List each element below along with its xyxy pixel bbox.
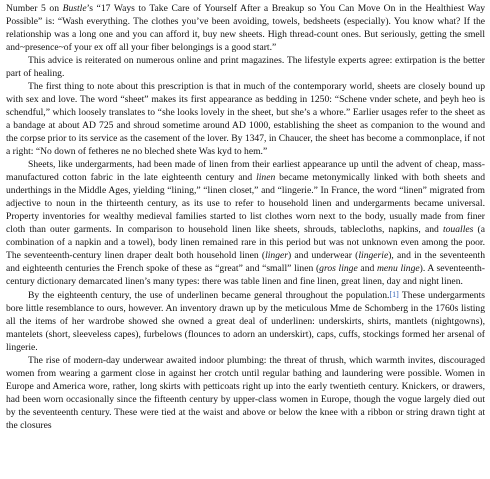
text-run: The rise of modern-day underwear awaited indoor plumbing: the threat of thrush, which warmth invites, discouraged women from wearing a garment close in against her crotch until regular bathing and laundering were possible. Women in Europe and America wore, rather, long skirts with petticoats right up into the early twentieth century. Knickers, or drawers, had been worn occasionally since the fifteenth century by upper-class women in Europe, though the vogue largely died out by the seventeenth century. These were tied at the waist and above or below the knee with a ribbon or string drawn tight at the closures: [6, 355, 485, 431]
text-run: (a combination of a napkin and a towel), body linen remained rare in this period but was not unknown even among the poor. The seventeenth-century linen draper dealt both household linen (: [6, 224, 485, 261]
italic-text: linger: [265, 250, 288, 261]
text-run: Sheets, like undergarments, had been made of linen from their earliest appearance up until the advent of cheap, mass-manufactured cotton fabric in the late eighteenth century and: [6, 159, 485, 183]
text-run: became metonymically linked with both sheets and underthings in the Middle Ages, yielding “lining,” “linen closet,” and “lingerie.” In France, the word “linen” migrated from adjective to noun in the thirteenth century, as its use to refer to household linen and undergarments became universal. Property inventories for wealthy medieval families started to list clothes worn next to the body, usually made from finer cloth than outer garments. In comparison to household linen like sheets, shrouds, tablecloths, napkins, and: [6, 172, 485, 235]
italic-text: Bustle: [62, 3, 87, 14]
italic-text: toualles: [442, 224, 474, 235]
italic-text: menu linge: [376, 263, 420, 274]
paragraph: [6, 54, 485, 80]
italic-text: lingerie: [358, 250, 389, 261]
text-run: ) and underwear (: [288, 250, 359, 261]
text-run: ’s “17 Ways to Take Care of Yourself After a Breakup so You Can Move On in the Healthiest Way Possible” is: “Wash everything. The clothes you’ve been avoiding, towels, bedsheets (especially). You know what? If the relationship was a long one and you can afford it, buy new sheets. High thread-count ones. But seriously, getting the smell and~presence~of your ex off all your fiber belongings is a good start.”: [6, 3, 485, 53]
italic-text: gros linge: [319, 263, 358, 274]
paragraph: [6, 2, 485, 54]
paragraph: [6, 354, 485, 432]
text-run: ). A seventeenth-century dictionary demarcated linen’s many types: there was table linen and fine linen, great linen, day and night linen.: [6, 263, 485, 287]
paragraph: [6, 288, 485, 354]
text-run: Number 5 on: [6, 3, 63, 14]
text-run: By the eighteenth century, the use of underlinen became general throughout the population.: [28, 290, 390, 301]
italic-text: linen: [256, 172, 276, 183]
text-run: This advice is reiterated on numerous online and print magazines. The lifestyle experts agree: extirpation is the better part of healing.: [6, 55, 485, 79]
paragraph: [6, 158, 485, 288]
text-run: These undergarments bore little resemblance to ours, however. An inventory drawn up by the meticulous Mme de Schomberg in the 1760s listing all the items of her wardrobe showed she owned a great deal of underlinen: underskirts, shirts, mantlets (nightgowns), mantelets (short, sleeveless capes), furbelows (flounces to adorn an underskirt), caps, cuffs, stockings formed her arsenal of lingerie.: [6, 290, 485, 353]
text-run: and: [357, 263, 377, 274]
text-run: ), and in the seventeenth and eighteenth centuries the French spoke of these as “great” and “small” linen (: [6, 250, 485, 274]
paragraph: [6, 80, 485, 158]
footnote-link[interactable]: [1]: [389, 290, 399, 299]
text-run: The first thing to note about this prescription is that in much of the contemporary world, sheets are closely bound up with sex and love. The word “sheet” makes its first appearance as bedding in 1250: “Schene vnder schete, and þeyh heo is schendful,” which loosely translates to “she looks lovely in the sheet, but she’s a whore.” Earlier usages refer to the sheet as a bandage at about AD 725 and shroud sometime around AD 1000, establishing the sheet as companion to the wound and the corpse prior to its service as the casement of the lover. By 1347, in Chaucer, the sheet has become a commonplace, if not a right: “No down of fetheres ne no bleched shete Was kyd to hem.”: [6, 81, 485, 157]
